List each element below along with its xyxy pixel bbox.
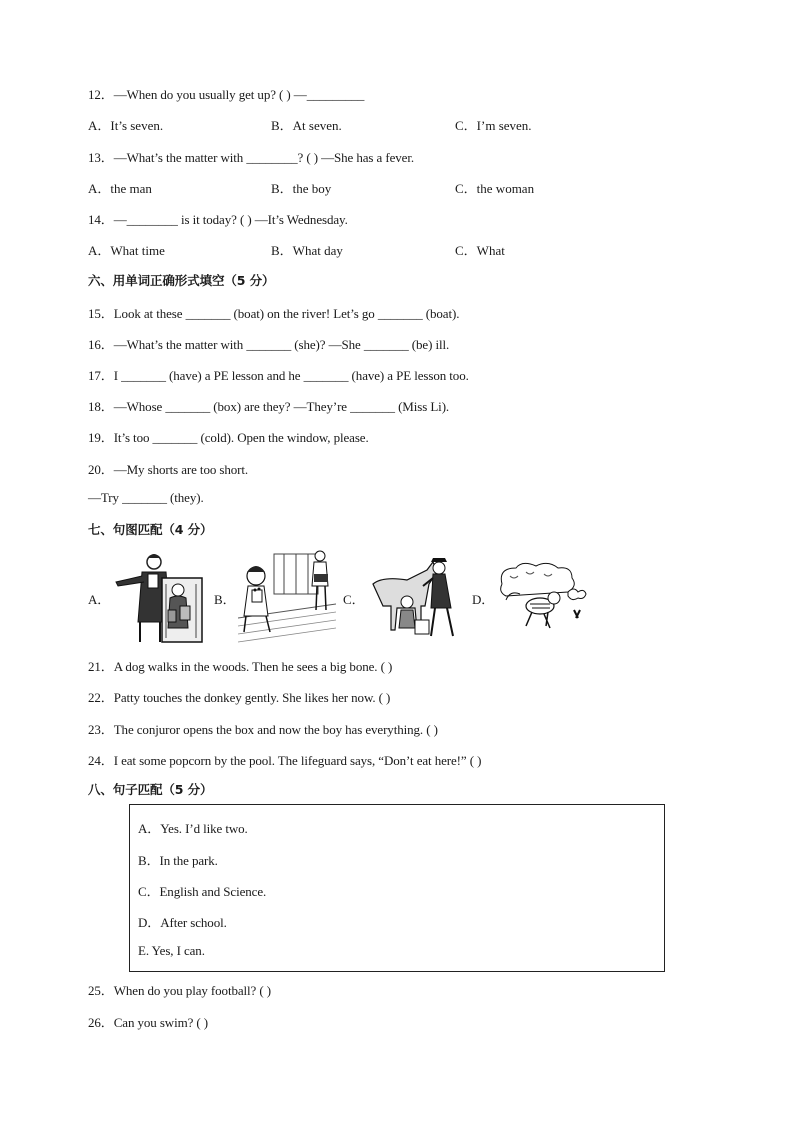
picture-label-d: D． (472, 592, 495, 607)
box-option-e: E. Yes, I can. (138, 943, 205, 958)
q14-option-c: C．What (455, 243, 505, 258)
q14-stem: 14．—________ is it today? ( ) —It’s Wednesday. (88, 212, 348, 227)
q14-option-b: B．What day (271, 243, 343, 258)
q19: 19．It’s too _______ (cold). Open the window, please. (88, 430, 369, 445)
q15: 15．Look at these _______ (boat) on the river! Let’s go _______ (boat). (88, 306, 460, 321)
dog-bone-picture (496, 562, 592, 634)
q26: 26．Can you swim? ( ) (88, 1015, 209, 1030)
q12-option-c: C．I’m seven. (455, 118, 532, 133)
q13-option-c: C．the woman (455, 181, 535, 196)
q13-option-a: A．the man (88, 181, 152, 196)
q20: 20．—My shorts are too short. (88, 462, 249, 477)
picture-label-a: A． (88, 592, 111, 607)
q22: 22．Patty touches the donkey gently. She likes her now. ( ) (88, 690, 391, 705)
q20-answer: —Try _______ (they). (88, 490, 204, 505)
q12-option-b: B．At seven. (271, 118, 342, 133)
box-option-c: C．English and Science. (138, 884, 267, 899)
box-option-b: B．In the park. (138, 853, 218, 868)
pool-popcorn-picture (238, 548, 336, 643)
section6-title: 六、用单词正确形式填空（5 分） (88, 273, 275, 288)
q12-stem: 12．—When do you usually get up? ( ) —_________ (88, 87, 365, 102)
q17: 17．I _______ (have) a PE lesson and he _______ (have) a PE lesson too. (88, 368, 469, 383)
q23: 23．The conjuror opens the box and now the boy has everything. ( ) (88, 722, 438, 737)
q16: 16．—What’s the matter with _______ (she)? —She _______ (be) ill. (88, 337, 450, 352)
section8-title: 八、句子匹配（5 分） (88, 782, 213, 797)
conjuror-box-picture (112, 550, 207, 644)
q14-option-a: A．What time (88, 243, 165, 258)
box-option-a: A．Yes. I’d like two. (138, 821, 248, 836)
q18: 18．—Whose _______ (box) are they? —They’re _______ (Miss Li). (88, 399, 450, 414)
q21: 21．A dog walks in the woods. Then he sees a big bone. ( ) (88, 659, 393, 674)
donkey-picture (367, 558, 465, 640)
box-option-d: D．After school. (138, 915, 227, 930)
q12-option-a: A．It’s seven. (88, 118, 164, 133)
section7-title: 七、句图匹配（4 分） (88, 522, 213, 537)
q13-option-b: B．the boy (271, 181, 332, 196)
picture-label-b: B． (214, 592, 236, 607)
q13-stem: 13．—What’s the matter with ________? ( ) —She has a fever. (88, 150, 414, 165)
q24: 24．I eat some popcorn by the pool. The lifeguard says, “Don’t eat here!” ( ) (88, 753, 482, 768)
q25: 25．When do you play football? ( ) (88, 983, 271, 998)
picture-label-c: C． (343, 592, 365, 607)
